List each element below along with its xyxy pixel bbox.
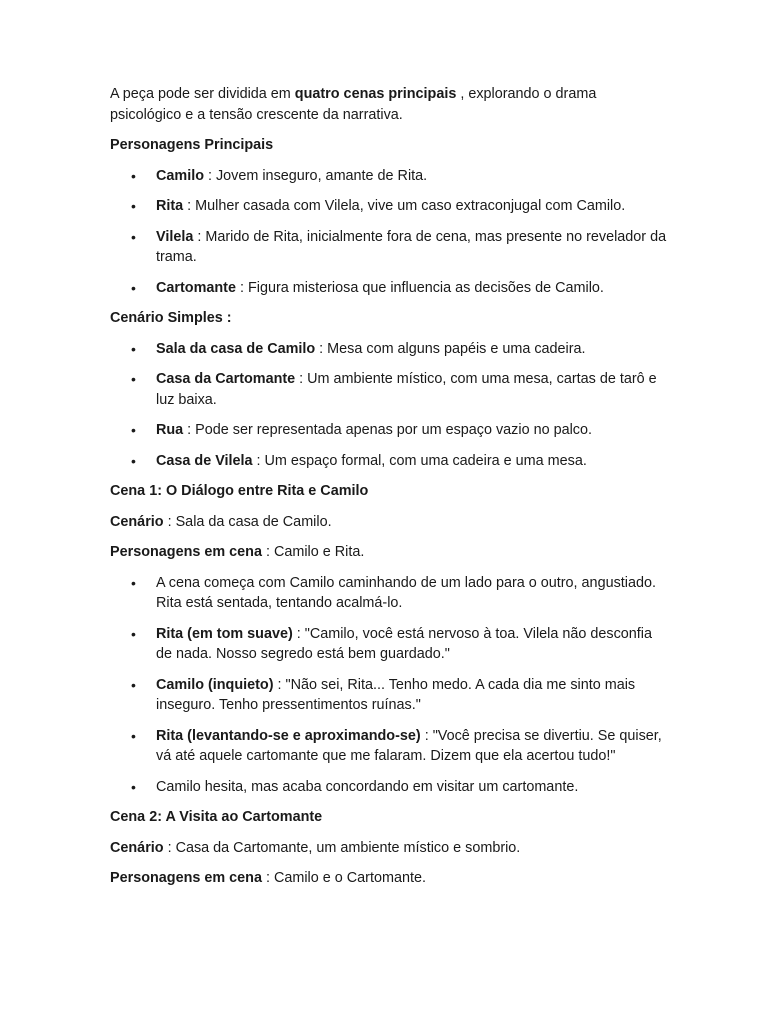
- item-name: Sala da casa de Camilo: [156, 340, 316, 357]
- item-name: Rita (em tom suave): [156, 625, 293, 642]
- item-text: : Figura misteriosa que influencia as decisões de Camilo.: [235, 279, 604, 296]
- item-name: Casa da Cartomante: [156, 371, 296, 387]
- list-item: [110, 777, 670, 798]
- intro-text-post: , explorando o drama psicológico e a tensão crescente da narrativa.: [110, 86, 597, 123]
- list-item: [110, 451, 670, 472]
- item-text: : Pode ser representada apenas por um espaço vazio no palco.: [183, 422, 592, 438]
- cena2-cenario: Cenário : Casa da Cartomante, um ambiente místico e sombrio.: [110, 839, 521, 856]
- cena2-personagens: Personagens em cena : Camilo e o Cartomante.: [110, 870, 426, 886]
- document-page: [110, 84, 670, 899]
- cena2-heading: Cena 2: A Visita ao Cartomante: [110, 809, 323, 825]
- item-name: Rita: [156, 198, 184, 214]
- list-item: [110, 420, 670, 441]
- list-item: [110, 726, 670, 767]
- item-text: : Um ambiente místico, com uma mesa, cartas de tarô e luz baixa.: [156, 371, 657, 408]
- item-name: Vilela: [156, 228, 194, 245]
- item-name: Rita (levantando-se e aproximando-se): [156, 727, 421, 744]
- item-text: : "Camilo, você está nervoso à toa. Vilela não desconfia de nada. Nosso segredo está bem guardado.": [156, 625, 652, 662]
- cena1-cenario: Cenário : Sala da casa de Camilo.: [110, 513, 332, 530]
- list-item: [110, 166, 670, 187]
- list-item: [110, 196, 670, 217]
- list-item: [110, 573, 670, 614]
- item-text: : Marido de Rita, inicialmente fora de cena, mas presente no revelador da trama.: [156, 228, 667, 265]
- list-item: [110, 624, 670, 665]
- item-text: : "Você precisa se divertiu. Se quiser, vá até aquele cartomante que me falaram. Dizem que ela acertou tudo!": [156, 727, 662, 764]
- list-item: [110, 369, 670, 410]
- item-name: Camilo (inquieto): [156, 676, 274, 693]
- personagens-heading: Personagens Principais: [110, 137, 274, 153]
- cenario-heading: Cenário Simples :: [110, 310, 232, 326]
- list-item: [110, 675, 670, 716]
- intro-text-bold: quatro cenas principais: [294, 86, 457, 102]
- cena1-personagens: Personagens em cena : Camilo e Rita.: [110, 544, 365, 560]
- item-text: A cena começa com Camilo caminhando de um lado para o outro, angustiado. Rita está sentada, tentando acalmá-lo.: [156, 574, 656, 611]
- item-text: Camilo hesita, mas acaba concordando em visitar um cartomante.: [156, 778, 579, 795]
- list-item: [110, 278, 670, 299]
- item-name: Rua: [156, 422, 184, 438]
- list-item: [110, 227, 670, 268]
- item-text: : Mulher casada com Vilela, vive um caso extraconjugal com Camilo.: [183, 198, 626, 214]
- item-text: : Um espaço formal, com uma cadeira e uma mesa.: [252, 452, 587, 469]
- intro-text-pre: A peça pode ser dividida em: [110, 86, 295, 102]
- item-name: Casa de Vilela: [156, 452, 253, 469]
- cenario-list: [110, 339, 670, 472]
- item-text: : Jovem inseguro, amante de Rita.: [203, 167, 428, 184]
- item-text: : "Não sei, Rita... Tenho medo. A cada dia me sinto mais inseguro. Tenho pressentimentos ruínas.": [156, 676, 636, 713]
- list-item: [110, 339, 670, 360]
- cena1-heading: Cena 1: O Diálogo entre Rita e Camilo: [110, 483, 369, 499]
- item-name: Camilo: [156, 167, 204, 184]
- cena1-list: [110, 573, 670, 798]
- item-text: : Mesa com alguns papéis e uma cadeira.: [315, 340, 586, 357]
- intro-paragraph: [110, 84, 670, 125]
- personagens-list: [110, 166, 670, 299]
- item-name: Cartomante: [156, 279, 236, 296]
